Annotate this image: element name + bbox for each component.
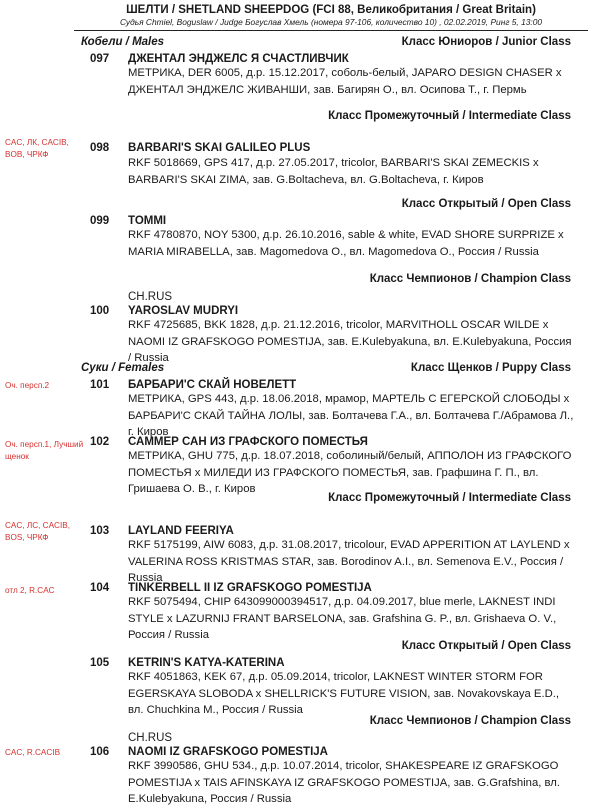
class-intermediate-heading: Класс Промежуточный / Intermediate Class: [328, 492, 571, 504]
dog-details: RKF 5075494, CHIP 643099000394517, д.р. 04.09.2017, blue merle, LAKNEST INDI STYLE x LAZURNIJ FRANT BARSELONA, зав. Grafshina G. P., вл. Grishaeva O. V., Россия / Russia: [128, 596, 557, 641]
award-text: Оч. персп.1, Лучший щенок: [5, 440, 84, 461]
entry-number: 103: [90, 525, 110, 537]
award-text: Оч. персп.2: [5, 381, 50, 390]
dog-details: RKF 5018669, GPS 417, д.р. 27.05.2017, tricolor, BARBARI'S SKAI ZEMECKIS x BARBARI'S SKAI ZIMA, зав. G.Boltacheva, вл. G.Boltacheva, г. Киров: [128, 157, 539, 186]
dog-details: RKF 4051863, KEK 67, д.р. 05.09.2014, tricolor, LAKNEST WINTER STORM FOR EGERSKAYA SLOBODA x SHELLRICK'S FUTURE VISION, зав. Novakovskaya E.D., вл. Chuchkina M., Россия / Russia: [128, 671, 560, 716]
dog-name: NAOMI IZ GRAFSKOGO POMESTIJA: [128, 746, 328, 758]
class-open-heading: Класс Открытый / Open Class: [401, 640, 571, 652]
class-champion-heading: Класс Чемпионов / Champion Class: [369, 273, 571, 285]
award-text: CAC, R.CACIB: [5, 748, 61, 757]
dog-details: МЕТРИКА, GHU 775, д.р. 18.07.2018, соболиный/белый, АППОЛОН ИЗ ГРАФСКОГО ПОМЕСТЬЯ x МИЛЕДИ ИЗ ГРАФСКОГО ПОМЕСТЬЯ, зав. Графшина Г. П., вл. Гришаева О. В., г. Киров: [128, 450, 572, 495]
dog-details: RKF 4725685, BKK 1828, д.р. 21.12.2016, tricolor, MARVITHOLL OSCAR WILDE x NAOMI IZ GRAFSKOGO POMESTIJA, зав. E.Kulebyakuna, вл. E.Kulebyakuna, Россия / Russia: [128, 319, 572, 364]
dog-details: RKF 5175199, AIW 6083, д.р. 31.08.2017, tricolour, EVAD APPERITION AT LAYLEND x VALERINA ROSS KRISTMAS STAR, зав. Borodinov A.I., вл. Semenova E.V., Россия / Russia: [128, 539, 570, 584]
dog-details: МЕТРИКА, DER 6005, д.р. 15.12.2017, соболь-белый, JAPARO DESIGN CHASER x ДЖЕНТАЛ ЭНДЖЕЛС ЖИВАНШИ, зав. Багирян О., вл. Осипова Т., г. Пермь: [128, 67, 562, 96]
dog-details: RKF 3990586, GHU 534., д.р. 10.07.2014, tricolor, SHAKESPEARE IZ GRAFSKOGO POMESTIJA x TAIS AFINSKAYA IZ GRAFSKOGO POMESTIJA, зав. G.Grafshina, вл. E.Kulebyakuna, Россия / Russia: [128, 760, 560, 805]
award-text: CAC, ЛС, CACIB, BOS, ЧРКФ: [5, 521, 70, 542]
award-text: CAC, ЛК, CACIB, BOB, ЧРКФ: [5, 138, 69, 159]
entry-number: 098: [90, 142, 110, 154]
entry-number: 104: [90, 582, 110, 594]
dog-name: TINKERBELL II IZ GRAFSKOGO POMESTIJA: [128, 582, 372, 594]
entry-number: 097: [90, 53, 110, 65]
class-champion-heading: Класс Чемпионов / Champion Class: [369, 715, 571, 727]
dog-name: TOMMI: [128, 215, 167, 227]
breed-title: ШЕЛТИ / SHETLAND SHEEPDOG (FCI 88, Великобритания / Great Britain): [126, 4, 536, 16]
dog-details: RKF 4780870, NOY 5300, д.р. 26.10.2016, sable & white, EVAD SHORE SURPRIZE x MARIA MIRABELLA, зав. Magomedova O., вл. Magomedova O., Россия / Russia: [128, 229, 564, 258]
dog-name: LAYLAND FEERIYA: [128, 525, 234, 537]
dog-name: YAROSLAV MUDRYI: [128, 305, 239, 317]
section-females: Суки / Females: [81, 362, 165, 374]
dog-name: ДЖЕНТАЛ ЭНДЖЕЛС Я СЧАСТЛИВЧИК: [128, 53, 349, 65]
class-junior-heading: Класс Юниоров / Junior Class: [401, 36, 571, 48]
entry-number: 101: [90, 379, 110, 391]
class-intermediate-heading: Класс Промежуточный / Intermediate Class: [328, 110, 571, 122]
class-open-heading: Класс Открытый / Open Class: [401, 198, 571, 210]
dog-name: БАРБАРИ'С СКАЙ НОВЕЛЕТТ: [128, 379, 297, 391]
title-prefix: CH.RUS: [128, 732, 173, 744]
section-males: Кобели / Males: [81, 36, 165, 48]
class-puppy-heading: Класс Щенков / Puppy Class: [410, 362, 571, 374]
entry-number: 100: [90, 305, 110, 317]
title-prefix: CH.RUS: [128, 291, 173, 303]
dog-name: KETRIN'S KATYA-KATERINA: [128, 657, 285, 669]
entry-number: 105: [90, 657, 110, 669]
header-divider: [74, 30, 588, 31]
entry-number: 106: [90, 746, 110, 758]
award-text: отл 2, R.CAC: [5, 586, 55, 595]
entry-number: 099: [90, 215, 110, 227]
judge-info: Судья Chmiel, Boguslaw / Judge Богуслав Хмель (номера 97-106, количество 10) , 02.02.2019, Ринг 5, 13:00: [119, 17, 543, 27]
dog-name: BARBARI'S SKAI GALILEO PLUS: [128, 142, 311, 154]
entry-number: 102: [90, 436, 110, 448]
dog-name: САММЕР САН ИЗ ГРАФСКОГО ПОМЕСТЬЯ: [128, 436, 368, 448]
dog-details: МЕТРИКА, GPS 443, д.р. 18.06.2018, мрамор, МАРТЕЛЬ С ЕГЕРСКОЙ СЛОБОДЫ x БАРБАРИ'С СКАЙ ТАЙНА ЛОЛЫ, зав. Болтачева Г.А., вл. Болтачева Г./Абрамова Л., г. Киров: [128, 393, 574, 438]
